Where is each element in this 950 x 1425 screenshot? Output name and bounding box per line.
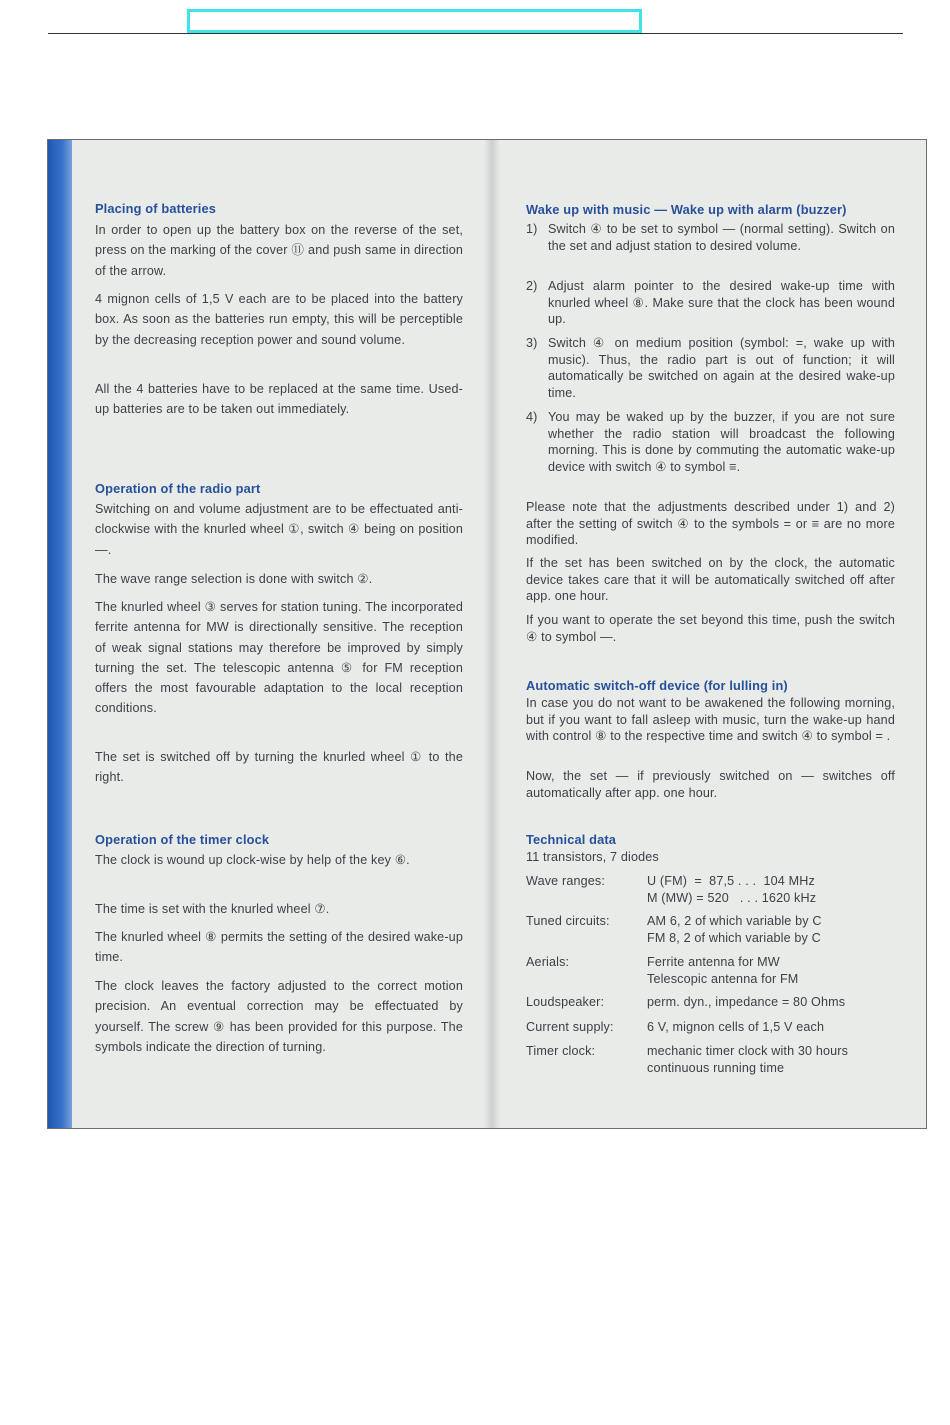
wake-up-note-2: If the set has been switched on by the clock, the automatic device takes care that it will be automatically switched off after app. one hour. [526,556,895,603]
blue-spine-stripe [48,140,72,1128]
tech-label: Current supply: [526,1020,614,1034]
switch-off-paragraph-1: In case you do not want to be awakened the following morning, but if you want to fall asleep with music, turn the wake-up hand with control ⑧ to the respective time and switch ④ to symbol = . [526,696,895,743]
section-heading-radio: Operation of the radio part [95,481,261,496]
tech-label: Tuned circuits: [526,914,610,928]
step-text: Switch ④ on medium position (symbol: =, wake up with music). Thus, the radio part is out of function; it will automatically be switched on again at the desired wake-up time. [548,336,895,400]
tech-value [647,954,897,987]
timer-paragraph-1: The clock is wound up clock-wise by help of the key ⑥. [95,853,410,867]
tech-value [647,913,897,946]
timer-paragraph-3: The knurled wheel ⑧ permits the setting of the desired wake-up time. [95,930,463,965]
section-heading-switch-off: Automatic switch-off device (for lulling in) [526,678,788,693]
section-heading-timer: Operation of the timer clock [95,832,270,847]
tech-value-line: 6 V, mignon cells of 1,5 V each [647,1020,825,1034]
wake-up-note-3: If you want to operate the set beyond this time, push the switch ④ to symbol —. [526,613,895,644]
section-heading-wake-up: Wake up with music — Wake up with alarm (buzzer) [526,202,847,217]
step-text: You may be waked up by the buzzer, if you are not sure whether the radio station will broadcast the following morning. This is done by commuting the automatic wake-up device with switch ④ to symbol ≡. [548,410,895,474]
tech-value-line: Ferrite antenna for MW [647,955,780,969]
batteries-paragraph-1: In order to open up the battery box on the reverse of the set, press on the marking of the cover ⑪ and push same in direction of the arrow. [95,223,463,278]
tech-label: Timer clock: [526,1044,596,1058]
step-number: 2) [526,279,538,293]
batteries-paragraph-3: All the 4 batteries have to be replaced at the same time. Used-up batteries are to be taken out immediately. [95,382,463,417]
step-number: 1) [526,222,538,236]
step-number: 3) [526,336,538,350]
tech-value-line: Telescopic antenna for FM [647,971,799,986]
step-number: 4) [526,410,538,424]
radio-paragraph-1: Switching on and volume adjustment are to be effectuated anti-clockwise with the knurled wheel ①, switch ④ being on position —. [95,502,463,557]
highlight-box [187,9,642,33]
tech-value-line: M (MW) = 520 . . . 1620 kHz [647,890,817,905]
tech-value-line: AM 6, 2 of which variable by C [647,914,822,928]
section-heading-batteries: Placing of batteries [95,201,217,216]
scanned-manual-spread [47,139,927,1129]
tech-value-line: continuous running time [647,1060,785,1075]
switch-off-paragraph-2: Now, the set — if previously switched on — switches off automatically after app. one hour. [526,769,895,800]
section-heading-technical-data: Technical data [526,832,617,847]
radio-paragraph-3: The knurled wheel ③ serves for station tuning. The incorporated ferrite antenna for MW is directionally sensitive. The reception of weak signal stations may therefore be improved by simply turning the set. The telescopic antenna ⑤ for FM reception offers the most favourable adaptation to the local reception conditions. [95,600,463,716]
step-text: Adjust alarm pointer to the desired wake-up time with knurled wheel ⑧. Make sure that the clock has been wound up. [548,279,895,326]
header-rule [48,33,903,34]
wake-up-step-4 [526,409,895,475]
wake-up-step-3 [526,335,895,401]
tech-value-line: FM 8, 2 of which variable by C [647,930,821,945]
tech-value [647,994,897,1011]
tech-value-line: U (FM) = 87,5 . . . 104 MHz [647,874,815,888]
tech-label: Loudspeaker: [526,995,605,1009]
timer-paragraph-2: The time is set with the knurled wheel ⑦. [95,902,330,916]
technical-subtitle: 11 transistors, 7 diodes [526,850,659,864]
wake-up-note-1: Please note that the adjustments described under 1) and 2) after the setting of switch ④ to the symbols = or ≡ are no more modified. [526,500,895,547]
step-text: Switch ④ to be set to symbol — (normal setting). Switch on the set and adjust station to desired volume. [548,222,895,253]
wake-up-step-1 [526,221,895,254]
radio-paragraph-4: The set is switched off by turning the knurled wheel ① to the right. [95,750,463,785]
tech-label: Wave ranges: [526,874,606,888]
tech-value [647,1019,897,1036]
wake-up-step-2 [526,278,895,328]
page-fold [484,140,500,1128]
tech-value [647,1043,897,1076]
tech-value-line: perm. dyn., impedance = 80 Ohms [647,995,846,1009]
tech-value [647,873,897,906]
tech-label: Aerials: [526,955,570,969]
tech-value-line: mechanic timer clock with 30 hours [647,1044,849,1058]
radio-paragraph-2: The wave range selection is done with switch ②. [95,572,373,586]
timer-paragraph-4: The clock leaves the factory adjusted to the correct motion precision. An eventual correction may be effectuated by yourself. The screw ⑨ has been provided for this purpose. The symbols indicate the direction of turning. [95,979,463,1054]
batteries-paragraph-2: 4 mignon cells of 1,5 V each are to be placed into the battery box. As soon as the batteries run empty, this will be perceptible by the decreasing reception power and sound volume. [95,292,463,347]
